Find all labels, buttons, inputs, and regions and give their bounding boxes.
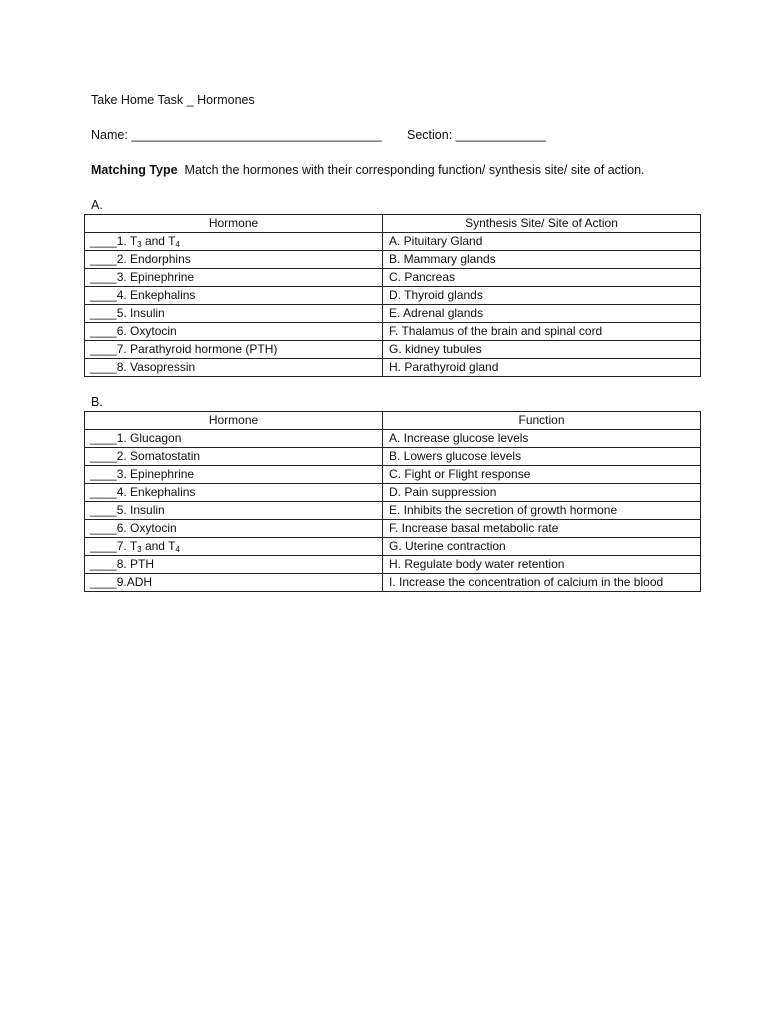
hormone-cell: ____3. Epinephrine bbox=[85, 466, 383, 484]
subscript: 3 bbox=[137, 240, 142, 249]
table-row bbox=[85, 341, 701, 359]
site-cell: C. Pancreas bbox=[383, 269, 701, 287]
function-cell: D. Pain suppression bbox=[383, 484, 701, 502]
site-cell: A. Pituitary Gland bbox=[383, 233, 701, 251]
table-row bbox=[85, 233, 701, 251]
function-cell: G. Uterine contraction bbox=[383, 538, 701, 556]
hormone-cell: ____5. Insulin bbox=[85, 305, 383, 323]
hormone-cell: ____6. Oxytocin bbox=[85, 323, 383, 341]
name-field: Name: ____________________________________ bbox=[91, 128, 382, 142]
subscript: 3 bbox=[137, 545, 142, 554]
table-row bbox=[85, 251, 701, 269]
table-row bbox=[85, 502, 701, 520]
table-row bbox=[85, 484, 701, 502]
table-header-row bbox=[85, 215, 701, 233]
site-cell: B. Mammary glands bbox=[383, 251, 701, 269]
site-cell: G. kidney tubules bbox=[383, 341, 701, 359]
hormone-cell: ____9.ADH bbox=[85, 574, 383, 592]
worksheet-title: Take Home Task _ Hormones bbox=[91, 93, 255, 107]
column-header-site: Synthesis Site/ Site of Action bbox=[383, 215, 701, 233]
instructions bbox=[91, 163, 645, 177]
part-a-label: A. bbox=[91, 198, 103, 212]
table-header-row bbox=[85, 412, 701, 430]
column-header-function: Function bbox=[383, 412, 701, 430]
table-row bbox=[85, 538, 701, 556]
instruction-text: Match the hormones with their corresponding function/ synthesis site/ site of action. bbox=[177, 163, 645, 177]
hormone-cell: ____2. Endorphins bbox=[85, 251, 383, 269]
part-a-table bbox=[84, 214, 701, 377]
hormone-cell: ____8. PTH bbox=[85, 556, 383, 574]
subscript: 4 bbox=[175, 240, 180, 249]
site-cell: E. Adrenal glands bbox=[383, 305, 701, 323]
table-row bbox=[85, 269, 701, 287]
hormone-cell: ____4. Enkephalins bbox=[85, 287, 383, 305]
table-row bbox=[85, 430, 701, 448]
table-row bbox=[85, 305, 701, 323]
hormone-cell: ____1. $T_3$ and $T_4$ bbox=[85, 233, 383, 251]
table-row bbox=[85, 574, 701, 592]
function-cell: C. Fight or Flight response bbox=[383, 466, 701, 484]
hormone-cell: ____7. Parathyroid hormone (PTH) bbox=[85, 341, 383, 359]
function-cell: A. Increase glucose levels bbox=[383, 430, 701, 448]
hormone-cell: ____1. Glucagon bbox=[85, 430, 383, 448]
site-cell: D. Thyroid glands bbox=[383, 287, 701, 305]
hormone-cell: ____8. Vasopressin bbox=[85, 359, 383, 377]
hormone-cell: ____4. Enkephalins bbox=[85, 484, 383, 502]
table-row bbox=[85, 359, 701, 377]
column-header-hormone: Hormone bbox=[85, 412, 383, 430]
table-row bbox=[85, 287, 701, 305]
site-cell: F. Thalamus of the brain and spinal cord bbox=[383, 323, 701, 341]
subscript: 4 bbox=[175, 545, 180, 554]
table-row bbox=[85, 466, 701, 484]
table-row bbox=[85, 520, 701, 538]
function-cell: F. Increase basal metabolic rate bbox=[383, 520, 701, 538]
function-cell: E. Inhibits the secretion of growth hormone bbox=[383, 502, 701, 520]
instruction-heading: Matching Type bbox=[91, 163, 178, 177]
hormone-cell: ____7. $T_3$ and $T_4$ bbox=[85, 538, 383, 556]
hormone-cell: ____2. Somatostatin bbox=[85, 448, 383, 466]
column-header-hormone: Hormone bbox=[85, 215, 383, 233]
hormone-cell: ____5. Insulin bbox=[85, 502, 383, 520]
table-row bbox=[85, 556, 701, 574]
hormone-cell: ____6. Oxytocin bbox=[85, 520, 383, 538]
site-cell: H. Parathyroid gland bbox=[383, 359, 701, 377]
function-cell: H. Regulate body water retention bbox=[383, 556, 701, 574]
part-b-label: B. bbox=[91, 395, 103, 409]
part-b-table bbox=[84, 411, 701, 592]
table-row bbox=[85, 323, 701, 341]
hormone-cell: ____3. Epinephrine bbox=[85, 269, 383, 287]
section-field: Section: _____________ bbox=[407, 128, 547, 142]
function-cell: B. Lowers glucose levels bbox=[383, 448, 701, 466]
table-row bbox=[85, 448, 701, 466]
function-cell: I. Increase the concentration of calcium in the blood bbox=[383, 574, 701, 592]
